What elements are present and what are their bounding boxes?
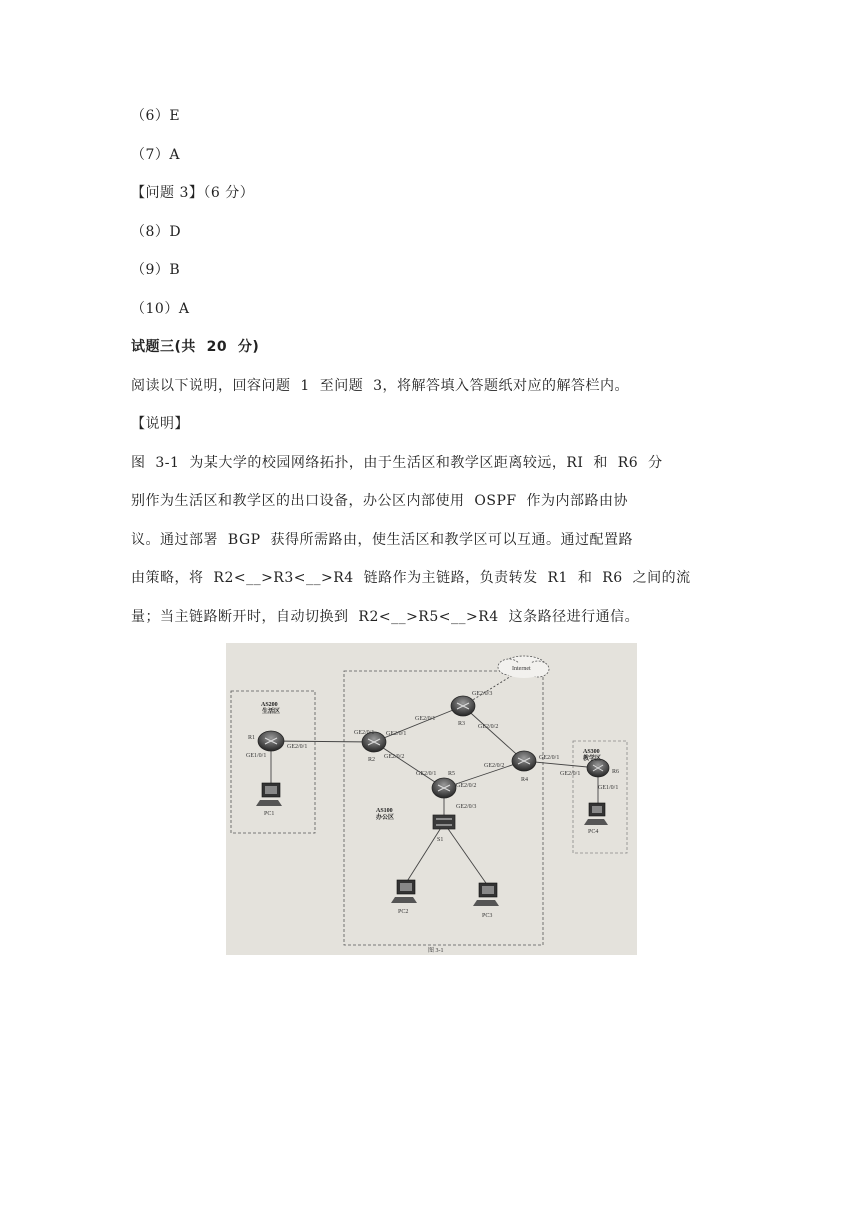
r4-interface-b: GE2/0/1 [539, 755, 560, 761]
r5-interface-b: GE2/0/2 [456, 783, 477, 789]
router-r3-icon [451, 696, 475, 716]
network-topology-figure [226, 643, 637, 955]
pc2-icon [391, 880, 417, 903]
pc1-icon [256, 783, 282, 806]
description-heading: 【说明】 [131, 416, 189, 432]
as300-label: AS300 [583, 749, 600, 755]
r6-label: R6 [612, 769, 620, 775]
zone-office-label: 办公区 [376, 815, 395, 821]
description-line-4: 由策略，将 R2<__>R3<__>R4 链路作为主链路，负责转发 R1 和 R6 之间的流 [131, 570, 691, 586]
r5-interface-a: GE2/0/1 [416, 771, 437, 777]
answer-10: （10）A [131, 301, 190, 317]
r4-label: R4 [521, 777, 529, 783]
internet-cloud [498, 656, 549, 678]
router-r1-icon [258, 731, 284, 751]
r2-interface-a: GE2/0/1 [354, 730, 375, 736]
zone-teach-label: 教学区 [583, 756, 602, 762]
pc4-label: PC4 [588, 829, 599, 835]
router-r4-icon [512, 751, 536, 771]
internet-label: Internet [512, 666, 531, 672]
question-3-heading: 【问题 3】（6 分） [131, 185, 255, 201]
pc3-icon [473, 883, 499, 906]
r2-interface-b: GE2/0/1 [386, 731, 407, 737]
s1-label: S1 [437, 837, 444, 843]
r6-interface-b: GE1/0/1 [598, 785, 619, 791]
section-instruction: 阅读以下说明，回容问题 1 至问题 3，将解答填入答题纸对应的解答栏内。 [131, 378, 630, 394]
section-title: 试题三(共 20 分) [131, 339, 260, 355]
pc2-label: PC2 [398, 909, 409, 915]
r3-interface-a: GE2/0/1 [415, 716, 436, 722]
r2-interface-c: GE2/0/2 [384, 754, 405, 760]
description-line-2: 别作为生活区和教学区的出口设备，办公区内部使用 OSPF 作为内部路由协 [131, 493, 629, 509]
pc3-label: PC3 [482, 913, 493, 919]
as100-label: AS100 [376, 808, 393, 814]
description-line-5: 量；当主链路断开时，自动切换到 R2<__>R5<__>R4 这条路径进行通信。 [131, 609, 640, 625]
pc4-icon [584, 803, 608, 825]
r1-label: R1 [248, 735, 256, 741]
router-r5-icon [432, 778, 456, 798]
r5-label: R5 [448, 771, 456, 777]
switch-s1-icon [433, 815, 455, 829]
figure-caption: 图 3-1 [428, 948, 444, 954]
r5-interface-c: GE2/0/3 [456, 804, 477, 810]
r3-interface-b: GE2/0/3 [472, 691, 493, 697]
r1-interface-b: GE2/0/1 [287, 744, 308, 750]
description-line-1: 图 3-1 为某大学的校园网络拓扑，由于生活区和教学区距离较远，RI 和 R6 分 [131, 455, 663, 471]
network-links [271, 673, 598, 886]
r2-label: R2 [368, 757, 376, 763]
description-line-3: 议。通过部署 BGP 获得所需路由，使生活区和教学区可以互通。通过配置路 [131, 532, 633, 548]
as200-label: AS200 [261, 702, 278, 708]
r1-interface-a: GE1/0/1 [246, 753, 267, 759]
answer-8: （8）D [131, 224, 182, 240]
r3-label: R3 [458, 721, 466, 727]
r6-interface-a: GE2/0/1 [560, 771, 581, 777]
zone-life-label: 生活区 [262, 709, 281, 715]
pc1-label: PC1 [264, 811, 275, 817]
answer-7: （7）A [131, 147, 181, 163]
answer-6: （6）E [131, 108, 181, 124]
r3-interface-c: GE2/0/2 [478, 724, 499, 730]
as100-zone-box [344, 671, 543, 945]
r4-interface-a: GE2/0/2 [484, 763, 505, 769]
answer-9: （9）B [131, 262, 181, 278]
